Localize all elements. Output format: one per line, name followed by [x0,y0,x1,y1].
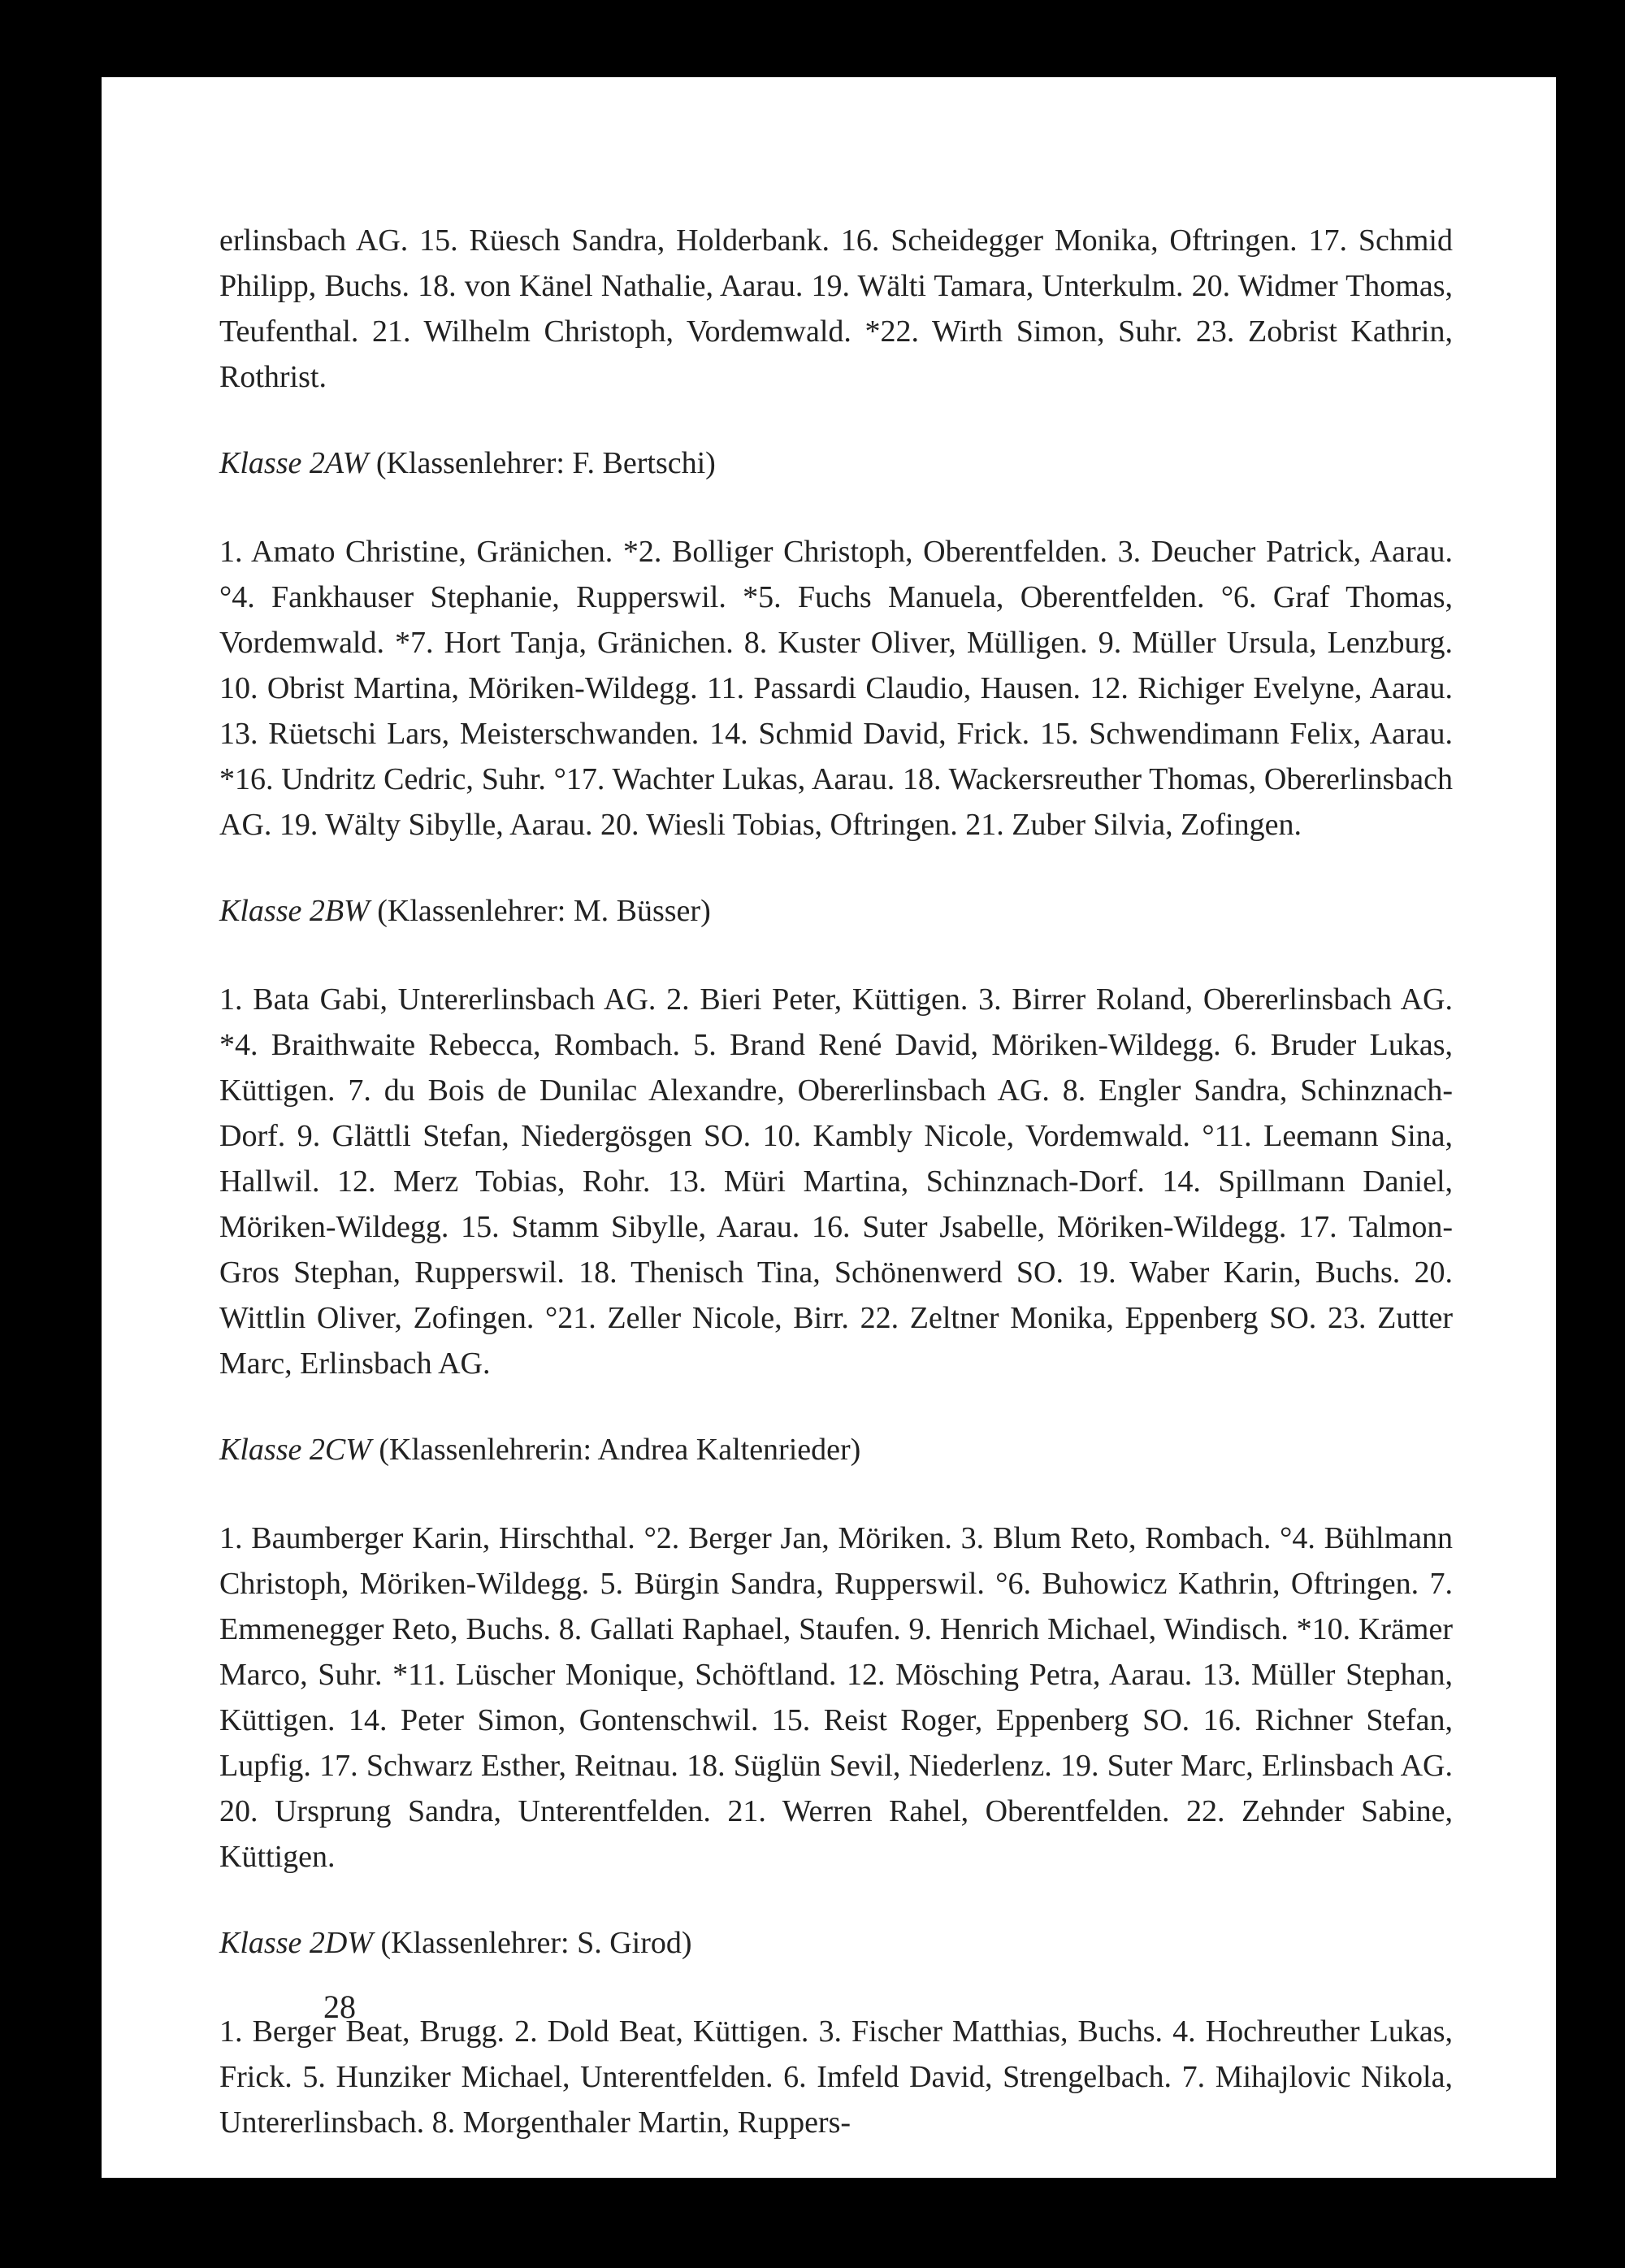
class-2cw-teacher: (Klassenlehrerin: Andrea Kaltenrieder) [379,1433,861,1467]
class-2cw-heading [219,1427,1453,1472]
class-2aw-heading [219,440,1453,486]
class-2dw-students: 1. Berger Beat, Brugg. 2. Dold Beat, Küttigen. 3. Fischer Matthias, Buchs. 4. Hochreuther Lukas, Frick. 5. Hunziker Michael, Unterentfelden. 6. Imfeld David, Strengelbach. 7. Mihajlovic Nikola, Untererlinsbach. 8. Morgenthaler Martin, Ruppers- [219,2014,1453,2140]
class-2aw-students: 1. Amato Christine, Gränichen. *2. Bolliger Christoph, Oberentfelden. 3. Deucher Patrick, Aarau. °4. Fankhauser Stephanie, Rupperswil. *5. Fuchs Manuela, Oberentfelden. °6. Graf Thomas, Vordemwald. *7. Hort Tanja, Gränichen. 8. Kuster Oliver, Mülligen. 9. Müller Ursula, Lenzburg. 10. Obrist Martina, Möriken-Wildegg. 11. Passardi Claudio, Hausen. 12. Richiger Evelyne, Aarau. 13. Rüetschi Lars, Meisterschwanden. 14. Schmid David, Frick. 15. Schwendimann Felix, Aarau. *16. Undritz Cedric, Suhr. °17. Wachter Lukas, Aarau. 18. Wackersreuther Thomas, Obererlinsbach AG. 19. Wälty Sibylle, Aarau. 20. Wiesli Tobias, Oftringen. 21. Zuber Silvia, Zofingen. [219,535,1453,842]
page-number: 28 [323,1988,356,2025]
intro-paragraph: erlinsbach AG. 15. Rüesch Sandra, Holderbank. 16. Scheidegger Monika, Oftringen. 17. Schmid Philipp, Buchs. 18. von Känel Nathalie, Aarau. 19. Wälti Tamara, Unterkulm. 20. Widmer Thomas, Teufenthal. 21. Wilhelm Christoph, Vordemwald. *22. Wirth Simon, Suhr. 23. Zobrist Kathrin, Rothrist. [219,223,1453,394]
class-2dw-heading [219,1920,1453,1966]
text-block [219,218,1453,2145]
class-2bw-name: Klasse 2BW [219,894,370,928]
class-2cw-name: Klasse 2CW [219,1433,371,1467]
class-2dw-name: Klasse 2DW [219,1926,373,1960]
class-2bw-students: 1. Bata Gabi, Untererlinsbach AG. 2. Bieri Peter, Küttigen. 3. Birrer Roland, Obererlinsbach AG. *4. Braithwaite Rebecca, Rombach. 5. Brand René David, Möriken-Wildegg. 6. Bruder Lukas, Küttigen. 7. du Bois de Dunilac Alexandre, Obererlinsbach AG. 8. Engler Sandra, Schinznach-Dorf. 9. Glättli Stefan, Niedergösgen SO. 10. Kambly Nicole, Vordemwald. °11. Leemann Sina, Hallwil. 12. Merz Tobias, Rohr. 13. Müri Martina, Schinznach-Dorf. 14. Spillmann Daniel, Möriken-Wildegg. 15. Stamm Sibylle, Aarau. 16. Suter Jsabelle, Möriken-Wildegg. 17. Talmon-Gros Stephan, Rupperswil. 18. Thenisch Tina, Schönenwerd SO. 19. Waber Karin, Buchs. 20. Wittlin Oliver, Zofingen. °21. Zeller Nicole, Birr. 22. Zeltner Monika, Eppenberg SO. 23. Zutter Marc, Erlinsbach AG. [219,982,1453,1381]
class-2bw-teacher: (Klassenlehrer: M. Büsser) [377,894,711,928]
class-2bw-heading [219,888,1453,934]
class-2dw-teacher: (Klassenlehrer: S. Girod) [380,1926,692,1960]
class-2aw-name: Klasse 2AW [219,446,369,480]
class-2cw-students: 1. Baumberger Karin, Hirschthal. °2. Berger Jan, Möriken. 3. Blum Reto, Rombach. °4. Bühlmann Christoph, Möriken-Wildegg. 5. Bürgin Sandra, Rupperswil. °6. Buhowicz Kathrin, Oftringen. 7. Emmenegger Reto, Buchs. 8. Gallati Raphael, Staufen. 9. Henrich Michael, Windisch. *10. Krämer Marco, Suhr. *11. Lüscher Monique, Schöftland. 12. Mösching Petra, Aarau. 13. Müller Stephan, Küttigen. 14. Peter Simon, Gontenschwil. 15. Reist Roger, Eppenberg SO. 16. Richner Stefan, Lupfig. 17. Schwarz Esther, Reitnau. 18. Süglün Sevil, Niederlenz. 19. Suter Marc, Erlinsbach AG. 20. Ursprung Sandra, Unterentfelden. 21. Werren Rahel, Oberentfelden. 22. Zehnder Sabine, Küttigen. [219,1521,1453,1874]
class-2aw-teacher: (Klassenlehrer: F. Bertschi) [375,446,716,480]
